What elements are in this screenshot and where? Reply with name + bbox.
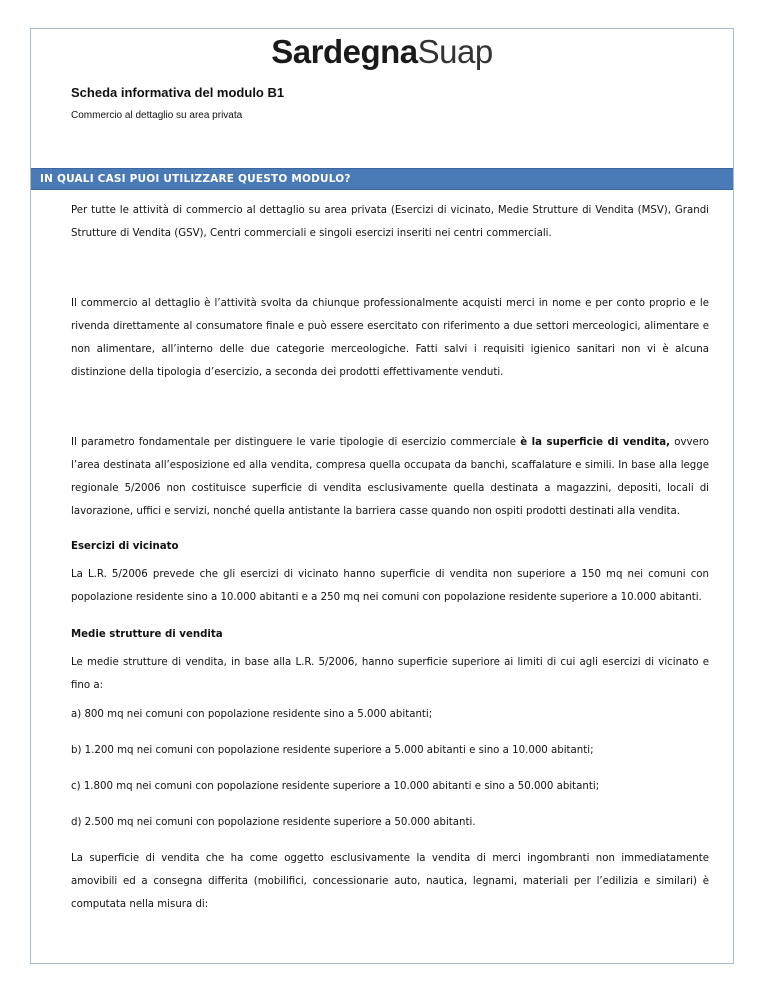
paragraph-superficie-bold: è la superficie di vendita, bbox=[520, 437, 671, 448]
section-header-bar bbox=[31, 168, 733, 190]
paragraph-ambito: Per tutte le attività di commercio al dettaglio su area privata (Esercizi di vicinato, Medie Strutture di Vendita (MSV), Grandi Strutture di Vendita (GSV), Centri commerciali e singoli esercizi inseriti nei centri commerciali. bbox=[71, 205, 709, 239]
list-item-d: d) 2.500 mq nei comuni con popolazione residente superiore a 50.000 abitanti. bbox=[71, 817, 476, 828]
logo-bold-text: Sardegna bbox=[271, 33, 418, 70]
paragraph-superficie-start: Il parametro fondamentale per distinguere le varie tipologie di esercizio commerciale bbox=[71, 437, 521, 448]
list-item-c: c) 1.800 mq nei comuni con popolazione residente superiore a 10.000 abitanti e sino a 50.000 abitanti; bbox=[71, 781, 600, 792]
document-title: Scheda informativa del modulo B1 bbox=[71, 85, 285, 100]
document-page bbox=[30, 28, 734, 964]
paragraph-superficie-end: ovvero l’area destinata all’esposizione ed alla vendita, compresa quella occupata da banchi, scaffalature e simili. In base alla legge regionale 5/2006 non costituisce superficie di vendita esclusivamente quella destinata a magazzini, depositi, locali di lavorazione, uffici e servizi, nonché quella antistante la barriera casse quando non ospiti prodotti destinati alla vendita. bbox=[71, 437, 710, 517]
paragraph-merci-ingombranti: La superficie di vendita che ha come oggetto esclusivamente la vendita di merci ingombranti non immediatamente amovibili ed a consegna differita (mobilifici, concessionarie auto, nautica, legnami, materiali per l’edilizia e similari) è computata nella misura di: bbox=[71, 853, 709, 910]
heading-medie-strutture: Medie strutture di vendita bbox=[71, 629, 223, 640]
paragraph-medie-strutture: Le medie strutture di vendita, in base alla L.R. 5/2006, hanno superficie superiore ai limiti di cui agli esercizi di vicinato e fino a: bbox=[71, 657, 709, 691]
list-item-a: a) 800 mq nei comuni con popolazione residente sino a 5.000 abitanti; bbox=[71, 709, 433, 720]
paragraph-superficie bbox=[71, 431, 709, 523]
list-item-b: b) 1.200 mq nei comuni con popolazione residente superiore a 5.000 abitanti e sino a 10.000 abitanti; bbox=[71, 745, 594, 756]
paragraph-vicinato: La L.R. 5/2006 prevede che gli esercizi di vicinato hanno superficie di vendita non superiore a 150 mq nei comuni con popolazione residente sino a 10.000 abitanti e a 250 mq nei comuni con popolazione residente superiore a 10.000 abitanti. bbox=[71, 569, 709, 603]
paragraph-definizione-text: Il commercio al dettaglio è l’attività svolta da chiunque professionalmente acquisti merci in nome e per conto proprio e le rivenda direttamente al consumatore finale e può essere esercitato con riferimento a due settori merceologici, alimentare e non alimentare, all’interno delle due categorie merceologiche. Fatti salvi i requisiti igienico sanitari non vi è alcuna distinzione della tipologia d’esercizio, a seconda dei prodotti effettivamente venduti. bbox=[71, 298, 709, 378]
paragraph-definizione bbox=[71, 292, 709, 384]
document-subtitle: Commercio al dettaglio su area privata bbox=[71, 110, 243, 121]
section-title: IN QUALI CASI PUOI UTILIZZARE QUESTO MODULO? bbox=[40, 173, 351, 185]
heading-esercizi-vicinato: Esercizi di vicinato bbox=[71, 541, 179, 552]
sardegna-suap-logo bbox=[31, 33, 733, 71]
logo-light-text: Suap bbox=[417, 33, 493, 70]
